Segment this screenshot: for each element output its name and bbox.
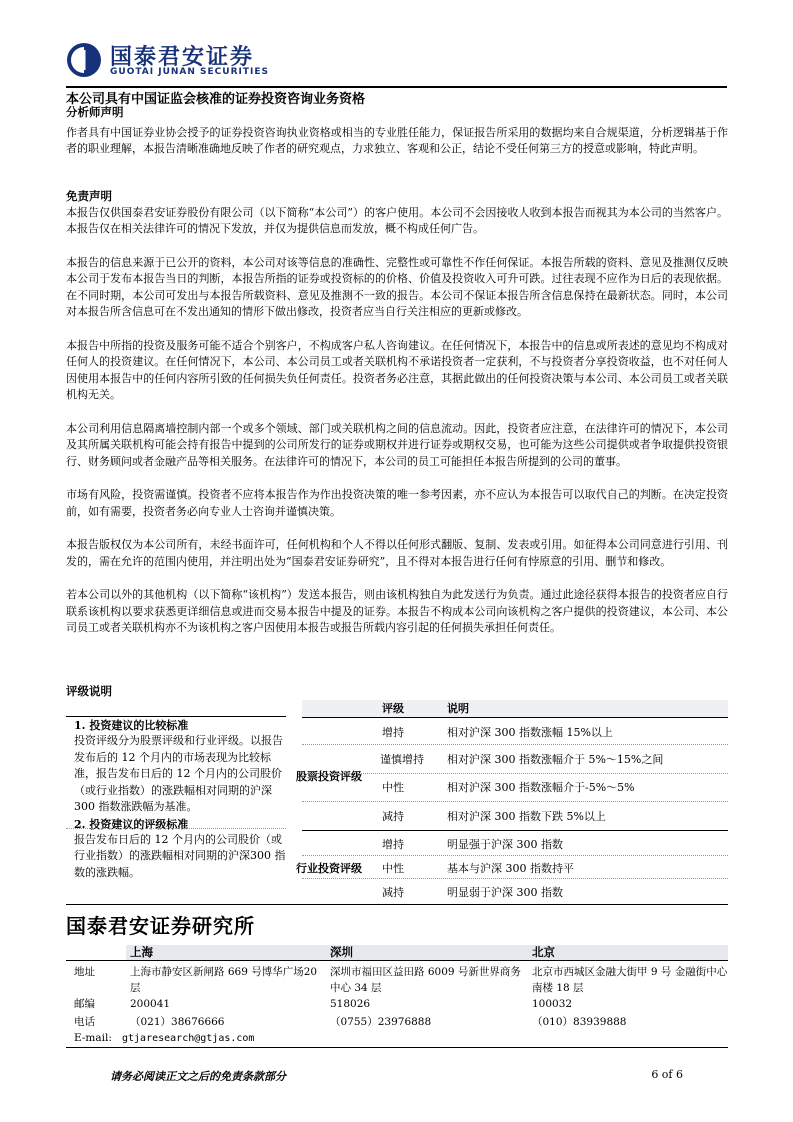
- shanghai-tel: （021）38676666: [130, 1016, 225, 1028]
- stock-grade-4: 减持: [382, 810, 404, 823]
- disclaimer-paragraph-2: 本报告的信息来源于已公开的资料，本公司对该等信息的准确性、完整性或可靠性不作任何保证。本报告所载的资料、意见及推测仅反映本公司于发布本报告当日的判断，本报告所指的证券或投资标的的价格、价值及投资收入可升可跌。过往表现不应作为日后的表现依据。在不同时期，本公司可发出与本报告所载资料、意见及推测不一致的报告。本公司不保证本报告所含信息保持在最新状态。同时，本公司对本报告所含信息可在不发出通知的情形下做出修改，投资者应当自行关注相应的更新或修改。: [66, 255, 728, 318]
- industry-row-1: [302, 833, 728, 856]
- qualification-statement: 本公司具有中国证监会核准的证券投资咨询业务资格: [66, 92, 366, 107]
- disclaimer-paragraph-7: 若本公司以外的其他机构（以下简称“该机构”）发送本报告，则由该机构独自为此发送行为负责。通过此途径获得本报告的投资者应自行联系该机构以要求获悉更详细信息或进而交易本报告中提及的证券。本报告不构成本公司向该机构之客户提供的投资建议，本公司、本公司员工或者关联机构亦不为该机构之客户因使用本报告或报告所载内容引起的任何损失承担任何责任。: [66, 588, 728, 634]
- rating-left-divider: [66, 828, 286, 829]
- industry-grade-1: 增持: [382, 838, 404, 851]
- disclaimer-paragraph-6: 本报告版权仅为本公司所有，未经书面许可，任何机构和个人不得以任何形式翻版、复制、发表或引用。如征得本公司同意进行引用、刊发的，需在允许的范围内使用，并注明出处为“国泰君安证券研究”，且不得对本报告进行任何有悖原意的引用、删节和修改。: [66, 538, 728, 568]
- label-zip: 邮编: [74, 998, 95, 1010]
- logo-mark-icon: [66, 42, 102, 78]
- disclaimer-paragraph-5: 市场有风险，投资需谨慎。投资者不应将本报告作为作出投资决策的唯一参考因素，亦不应认为本报告可以取代自己的判断。在决定投资前，如有需要，投资者务必向专业人士咨询并谨慎决策。: [66, 488, 728, 518]
- industry-desc-1: 明显强于沪深 300 指数: [447, 838, 563, 851]
- industry-row-2: [302, 856, 728, 879]
- stock-grade-3: 中性: [382, 781, 404, 794]
- rating-standards: [66, 717, 286, 881]
- footer-note: 请务必阅读正文之后的免责条款部分: [110, 1070, 286, 1083]
- disclaimer-paragraph-1: 本报告仅供国泰君安证券股份有限公司（以下简称“本公司”）的客户使用。本公司不会因接收人收到本报告而视其为本公司的当然客户。本报告仅在相关法律许可的情况下发放，并仅为提供信息而发放，概不构成任何广告。: [66, 205, 728, 235]
- stock-row-4: [302, 802, 728, 831]
- institute-title: 国泰君安证券研究所: [66, 914, 255, 938]
- industry-desc-3: 明显弱于沪深 300 指数: [447, 886, 563, 899]
- rating-table: [66, 700, 728, 905]
- industry-rating-label: 行业投资评级: [296, 862, 362, 875]
- disclaimer-paragraph-3: 本报告中所指的投资及服务可能不适合个别客户，不构成客户私人咨询建议。在任何情况下，本报告中的信息或所表述的意见均不构成对任何人的投资建议。在任何情况下，本公司、本公司员工或者关联机构不承诺投资者一定获利，不与投资者分享投资收益，也不对任何人因使用本报告中的任何内容所引致的任何损失负任何责任。投资者务必注意，其据此做出的任何投资决策与本公司、本公司员工或者关联机构无关。: [66, 338, 728, 401]
- rating-title: 评级说明: [66, 684, 112, 698]
- industry-grade-3: 减持: [382, 886, 404, 899]
- stock-rating-label: 股票投资评级: [296, 770, 362, 783]
- rating-standard-heading-1: 1. 投资建议的比较标准: [74, 719, 189, 732]
- stock-row-2: [302, 745, 728, 774]
- description-col-header: 说明: [447, 702, 469, 715]
- logo-chinese-name: 国泰君安证券: [110, 45, 255, 70]
- address-bottom-rule: [66, 1047, 728, 1048]
- stock-desc-3: 相对沪深 300 指数涨幅介于-5%～5%: [447, 781, 635, 794]
- shanghai-address: 上海市静安区新闸路 669 号博华广场20 层: [130, 966, 318, 994]
- logo-english-name: GUOTAI JUNAN SECURITIES: [110, 67, 269, 77]
- disclaimer-paragraph-4: 本公司利用信息隔离墙控制内部一个或多个领域、部门或关联机构之间的信息流动。因此，投资者应注意，在法律许可的情况下，本公司及其所属关联机构可能会持有报告中提到的公司所发行的证券或期权并进行证券或期权交易，也可能为这些公司提供或者争取提供投资银行、财务顾问或者金融产品等相关服务。在法律许可的情况下，本公司的员工可能担任本报告所提到的公司的董事。: [66, 421, 728, 468]
- shenzhen-zip: 518026: [330, 998, 371, 1010]
- rating-standard-text-1: 投资评级分为股票评级和行业评级。以报告发布后的 12 个月内的市场表现为比较标准，报告发布日后的 12 个月内的公司股价（或行业指数）的涨跌幅相对同期的沪深 300 指数涨跌幅为基准。: [74, 734, 283, 813]
- rating-header-row: [302, 700, 728, 718]
- stock-desc-4: 相对沪深 300 指数下跌 5%以上: [447, 810, 606, 823]
- disclaimer: [66, 188, 728, 637]
- rating-standard-text-2: 报告发布日后的 12 个月内的公司股价（或行业指数）的涨跌幅相对同期的沪深300 指数的涨跌幅。: [74, 832, 286, 879]
- address-rule: [66, 960, 728, 961]
- label-address: 地址: [74, 966, 95, 978]
- disclaimer-title: 免责声明: [66, 189, 112, 203]
- company-logo: [66, 40, 326, 78]
- email-address[interactable]: gtjaresearch@gtjas.com: [122, 1033, 255, 1044]
- city-beijing: 北京: [532, 945, 555, 959]
- stock-grade-2: 谨慎增持: [380, 753, 424, 766]
- industry-row-3: [302, 879, 728, 903]
- address-table: [66, 945, 728, 1045]
- industry-grade-2: 中性: [382, 862, 404, 875]
- analyst-statement-text: 作者具有中国证券业协会授予的证券投资咨询执业资格或相当的专业胜任能力，保证报告所采用的数据均来自合规渠道，分析逻辑基于作者的职业理解，本报告清晰准确地反映了作者的研究观点，力求独立、客观和公正，结论不受任何第三方的授意或影响，特此声明。: [66, 125, 728, 155]
- shanghai-zip: 200041: [130, 998, 171, 1010]
- industry-desc-2: 基本与沪深 300 指数持平: [447, 862, 574, 875]
- rating-bottom-rule: [66, 904, 728, 905]
- city-shenzhen: 深圳: [330, 945, 353, 959]
- shenzhen-address: 深圳市福田区益田路 6009 号新世界商务中心 34 层: [330, 966, 521, 994]
- label-email: E-mail:: [74, 1032, 112, 1044]
- page-number: 6 of 6: [651, 1068, 683, 1081]
- analyst-statement-title: 分析师声明: [66, 105, 124, 119]
- label-tel: 电话: [74, 1016, 95, 1028]
- shenzhen-tel: （0755）23976888: [330, 1016, 432, 1028]
- analyst-statement: [66, 104, 728, 158]
- beijing-zip: 100032: [532, 998, 573, 1010]
- stock-row-3: [302, 774, 728, 802]
- stock-row-1: [302, 720, 728, 745]
- rating-standard-heading-2: 2. 投资建议的评级标准: [74, 817, 189, 831]
- beijing-address: 北京市西城区金融大街甲 9 号 金融街中心南楼 18 层: [532, 966, 728, 994]
- city-shanghai: 上海: [130, 945, 153, 959]
- rating-col-header: 评级: [382, 702, 404, 715]
- stock-grade-1: 增持: [382, 726, 404, 739]
- stock-desc-1: 相对沪深 300 指数涨幅 15%以上: [447, 726, 613, 739]
- stock-desc-2: 相对沪深 300 指数涨幅介于 5%～15%之间: [447, 753, 664, 766]
- beijing-tel: （010）83939888: [532, 1016, 627, 1028]
